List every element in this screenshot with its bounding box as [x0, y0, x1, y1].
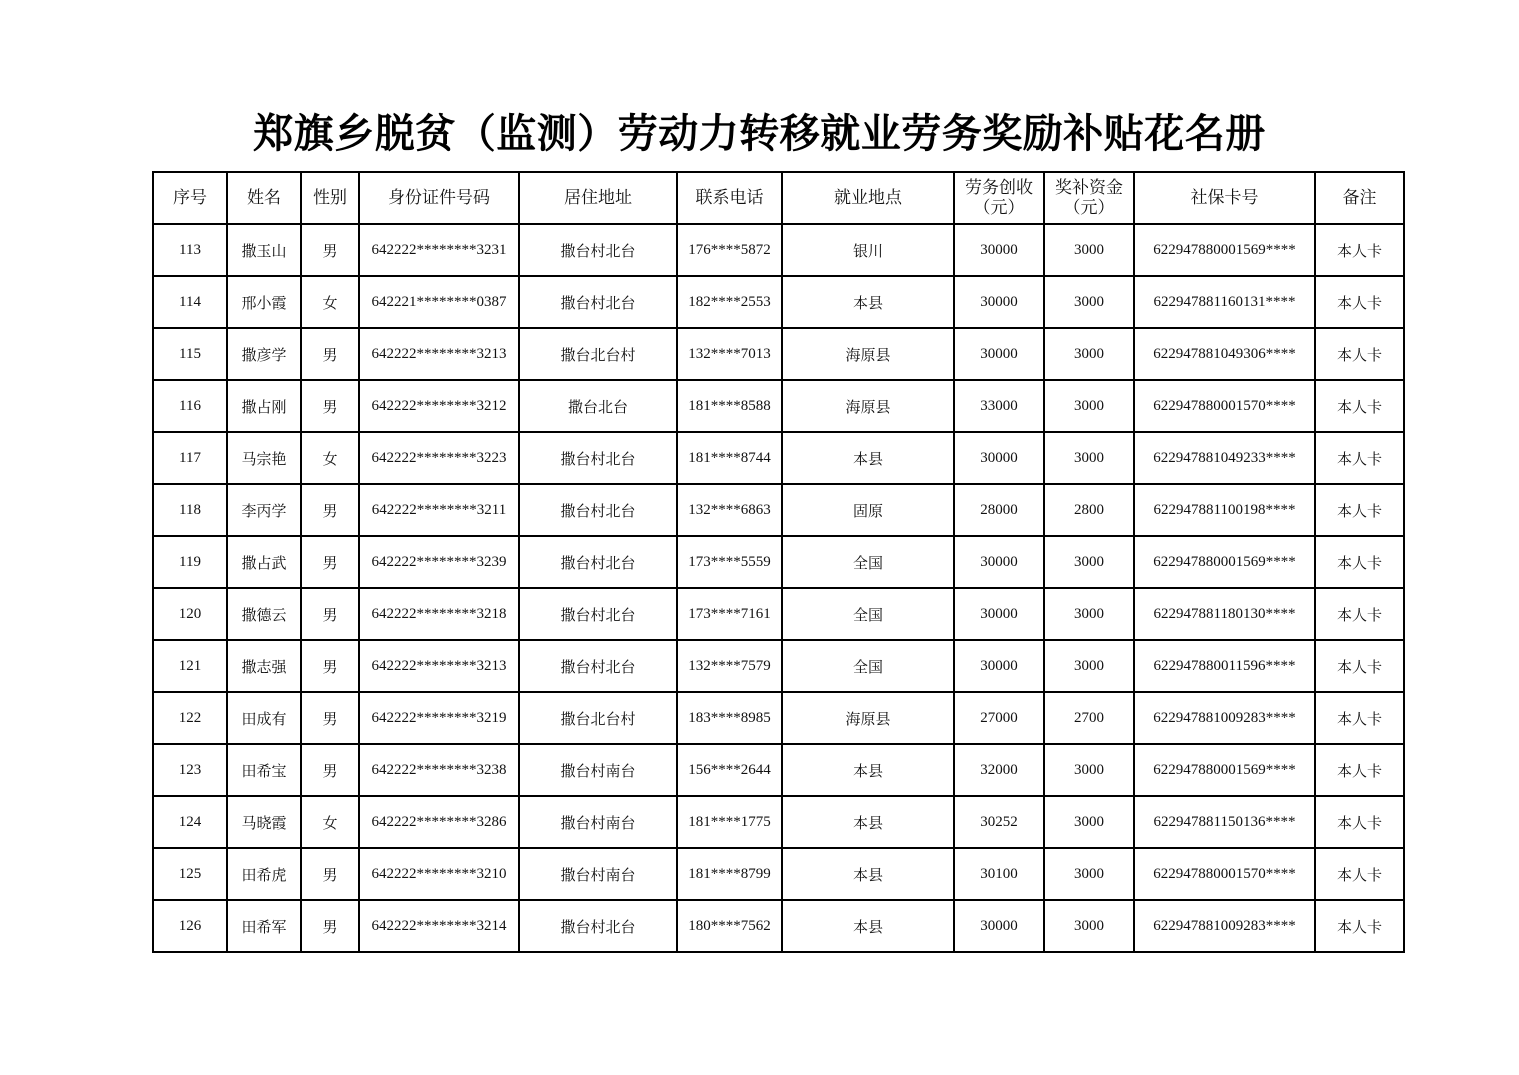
table-row: [153, 796, 1404, 848]
cell-work-place: 全国: [782, 640, 954, 692]
document-title: 郑旗乡脱贫（监测）劳动力转移就业劳务奖励补贴花名册: [253, 110, 1266, 157]
cell-address: 撒台村北台: [519, 640, 677, 692]
cell-card: 622947880001570****: [1134, 848, 1315, 900]
cell-address: 撒台村南台: [519, 848, 677, 900]
cell-gender: 男: [301, 536, 359, 588]
cell-address: 撒台村北台: [519, 224, 677, 276]
cell-address: 撒台北台村: [519, 692, 677, 744]
header-seq: 序号: [153, 172, 227, 224]
cell-income: 30100: [954, 848, 1044, 900]
cell-phone: 182****2553: [677, 276, 782, 328]
cell-subsidy: 3000: [1044, 224, 1134, 276]
cell-seq: 118: [153, 484, 227, 536]
cell-work-place: 本县: [782, 848, 954, 900]
header-name: 姓名: [227, 172, 301, 224]
cell-address: 撒台村北台: [519, 900, 677, 952]
table-header-row: [153, 172, 1404, 224]
header-subsidy: [1044, 172, 1134, 224]
cell-name: 田成有: [227, 692, 301, 744]
header-card: 社保卡号: [1134, 172, 1315, 224]
table-row: [153, 484, 1404, 536]
header-address: 居住地址: [519, 172, 677, 224]
header-income-line2: （元）: [973, 198, 1025, 218]
table-row: [153, 224, 1404, 276]
cell-subsidy: 3000: [1044, 380, 1134, 432]
header-phone: 联系电话: [677, 172, 782, 224]
cell-note: 本人卡: [1315, 536, 1404, 588]
cell-gender: 女: [301, 796, 359, 848]
table-row: [153, 900, 1404, 952]
cell-work-place: 固原: [782, 484, 954, 536]
header-id-number: 身份证件号码: [359, 172, 519, 224]
cell-name: 李丙学: [227, 484, 301, 536]
cell-phone: 156****2644: [677, 744, 782, 796]
cell-id-number: 642222********3213: [359, 640, 519, 692]
cell-work-place: 本县: [782, 900, 954, 952]
roster-table: [152, 171, 1405, 953]
cell-income: 30000: [954, 276, 1044, 328]
cell-subsidy: 3000: [1044, 588, 1134, 640]
cell-note: 本人卡: [1315, 588, 1404, 640]
cell-name: 田希虎: [227, 848, 301, 900]
table-row: [153, 640, 1404, 692]
cell-address: 撒台村北台: [519, 588, 677, 640]
cell-card: 622947880011596****: [1134, 640, 1315, 692]
cell-work-place: 银川: [782, 224, 954, 276]
cell-card: 622947881009283****: [1134, 900, 1315, 952]
cell-work-place: 海原县: [782, 380, 954, 432]
cell-seq: 123: [153, 744, 227, 796]
cell-subsidy: 3000: [1044, 536, 1134, 588]
table-row: [153, 692, 1404, 744]
cell-id-number: 642222********3219: [359, 692, 519, 744]
cell-subsidy: 3000: [1044, 432, 1134, 484]
cell-income: 32000: [954, 744, 1044, 796]
cell-subsidy: 3000: [1044, 640, 1134, 692]
cell-name: 田希宝: [227, 744, 301, 796]
cell-income: 30000: [954, 432, 1044, 484]
cell-seq: 120: [153, 588, 227, 640]
cell-subsidy: 3000: [1044, 744, 1134, 796]
cell-phone: 180****7562: [677, 900, 782, 952]
cell-seq: 114: [153, 276, 227, 328]
cell-address: 撒台村北台: [519, 276, 677, 328]
cell-address: 撒台村北台: [519, 536, 677, 588]
cell-subsidy: 2800: [1044, 484, 1134, 536]
cell-phone: 132****6863: [677, 484, 782, 536]
table-row: [153, 380, 1404, 432]
cell-note: 本人卡: [1315, 692, 1404, 744]
cell-subsidy: 3000: [1044, 796, 1134, 848]
cell-subsidy: 3000: [1044, 328, 1134, 380]
cell-phone: 181****8588: [677, 380, 782, 432]
cell-seq: 125: [153, 848, 227, 900]
cell-seq: 124: [153, 796, 227, 848]
cell-id-number: 642222********3239: [359, 536, 519, 588]
cell-phone: 132****7013: [677, 328, 782, 380]
cell-phone: 181****8744: [677, 432, 782, 484]
cell-seq: 115: [153, 328, 227, 380]
cell-note: 本人卡: [1315, 484, 1404, 536]
cell-seq: 117: [153, 432, 227, 484]
cell-note: 本人卡: [1315, 276, 1404, 328]
cell-seq: 126: [153, 900, 227, 952]
cell-card: 622947881180130****: [1134, 588, 1315, 640]
cell-gender: 男: [301, 744, 359, 796]
cell-address: 撒台村北台: [519, 432, 677, 484]
header-income: [954, 172, 1044, 224]
cell-id-number: 642222********3211: [359, 484, 519, 536]
cell-phone: 173****5559: [677, 536, 782, 588]
cell-name: 撒德云: [227, 588, 301, 640]
cell-phone: 181****8799: [677, 848, 782, 900]
header-subsidy-line1: 奖补资金: [1055, 178, 1123, 198]
cell-id-number: 642222********3213: [359, 328, 519, 380]
cell-card: 622947881160131****: [1134, 276, 1315, 328]
cell-income: 30000: [954, 536, 1044, 588]
cell-gender: 男: [301, 328, 359, 380]
cell-name: 撒志强: [227, 640, 301, 692]
cell-id-number: 642222********3286: [359, 796, 519, 848]
cell-gender: 女: [301, 432, 359, 484]
cell-card: 622947881150136****: [1134, 796, 1315, 848]
cell-id-number: 642222********3218: [359, 588, 519, 640]
cell-phone: 173****7161: [677, 588, 782, 640]
cell-card: 622947881100198****: [1134, 484, 1315, 536]
table-row: [153, 432, 1404, 484]
cell-income: 27000: [954, 692, 1044, 744]
table-row: [153, 848, 1404, 900]
header-gender: 性别: [301, 172, 359, 224]
cell-note: 本人卡: [1315, 380, 1404, 432]
cell-income: 30000: [954, 588, 1044, 640]
cell-work-place: 本县: [782, 796, 954, 848]
cell-id-number: 642222********3210: [359, 848, 519, 900]
table-row: [153, 276, 1404, 328]
header-work-place: 就业地点: [782, 172, 954, 224]
cell-work-place: 全国: [782, 536, 954, 588]
cell-address: 撒台村南台: [519, 796, 677, 848]
cell-card: 622947881049233****: [1134, 432, 1315, 484]
cell-income: 30000: [954, 640, 1044, 692]
cell-work-place: 本县: [782, 276, 954, 328]
cell-work-place: 海原县: [782, 328, 954, 380]
cell-note: 本人卡: [1315, 640, 1404, 692]
cell-gender: 男: [301, 380, 359, 432]
cell-name: 马宗艳: [227, 432, 301, 484]
cell-income: 30000: [954, 328, 1044, 380]
cell-gender: 男: [301, 848, 359, 900]
cell-id-number: 642222********3212: [359, 380, 519, 432]
cell-id-number: 642222********3238: [359, 744, 519, 796]
cell-note: 本人卡: [1315, 432, 1404, 484]
cell-seq: 113: [153, 224, 227, 276]
cell-note: 本人卡: [1315, 848, 1404, 900]
cell-gender: 男: [301, 224, 359, 276]
cell-work-place: 海原县: [782, 692, 954, 744]
table-row: [153, 328, 1404, 380]
cell-work-place: 本县: [782, 432, 954, 484]
cell-id-number: 642222********3214: [359, 900, 519, 952]
cell-address: 撒台村南台: [519, 744, 677, 796]
cell-note: 本人卡: [1315, 900, 1404, 952]
cell-subsidy: 2700: [1044, 692, 1134, 744]
cell-name: 马晓霞: [227, 796, 301, 848]
cell-name: 撒玉山: [227, 224, 301, 276]
cell-note: 本人卡: [1315, 328, 1404, 380]
cell-gender: 男: [301, 900, 359, 952]
cell-work-place: 全国: [782, 588, 954, 640]
cell-seq: 116: [153, 380, 227, 432]
cell-gender: 男: [301, 588, 359, 640]
cell-income: 30000: [954, 900, 1044, 952]
cell-phone: 132****7579: [677, 640, 782, 692]
cell-seq: 121: [153, 640, 227, 692]
cell-income: 30252: [954, 796, 1044, 848]
cell-subsidy: 3000: [1044, 276, 1134, 328]
cell-id-number: 642221********0387: [359, 276, 519, 328]
cell-income: 28000: [954, 484, 1044, 536]
table-row: [153, 588, 1404, 640]
cell-gender: 女: [301, 276, 359, 328]
cell-work-place: 本县: [782, 744, 954, 796]
cell-card: 622947881009283****: [1134, 692, 1315, 744]
cell-address: 撒台北台: [519, 380, 677, 432]
cell-id-number: 642222********3231: [359, 224, 519, 276]
cell-card: 622947880001569****: [1134, 224, 1315, 276]
cell-address: 撒台村北台: [519, 484, 677, 536]
cell-phone: 183****8985: [677, 692, 782, 744]
cell-phone: 176****5872: [677, 224, 782, 276]
table-row: [153, 744, 1404, 796]
cell-gender: 男: [301, 640, 359, 692]
cell-card: 622947880001570****: [1134, 380, 1315, 432]
cell-name: 田希军: [227, 900, 301, 952]
header-income-line1: 劳务创收: [965, 178, 1033, 198]
cell-address: 撒台北台村: [519, 328, 677, 380]
cell-name: 撒占武: [227, 536, 301, 588]
cell-subsidy: 3000: [1044, 900, 1134, 952]
header-note: 备注: [1315, 172, 1404, 224]
cell-card: 622947881049306****: [1134, 328, 1315, 380]
cell-note: 本人卡: [1315, 224, 1404, 276]
cell-note: 本人卡: [1315, 744, 1404, 796]
cell-seq: 119: [153, 536, 227, 588]
cell-note: 本人卡: [1315, 796, 1404, 848]
cell-gender: 男: [301, 484, 359, 536]
table-row: [153, 536, 1404, 588]
cell-id-number: 642222********3223: [359, 432, 519, 484]
cell-income: 33000: [954, 380, 1044, 432]
cell-phone: 181****1775: [677, 796, 782, 848]
header-subsidy-line2: （元）: [1063, 198, 1115, 218]
cell-name: 邢小霞: [227, 276, 301, 328]
cell-seq: 122: [153, 692, 227, 744]
cell-card: 622947880001569****: [1134, 744, 1315, 796]
cell-name: 撒彦学: [227, 328, 301, 380]
cell-income: 30000: [954, 224, 1044, 276]
cell-card: 622947880001569****: [1134, 536, 1315, 588]
cell-subsidy: 3000: [1044, 848, 1134, 900]
cell-gender: 男: [301, 692, 359, 744]
cell-name: 撒占刚: [227, 380, 301, 432]
